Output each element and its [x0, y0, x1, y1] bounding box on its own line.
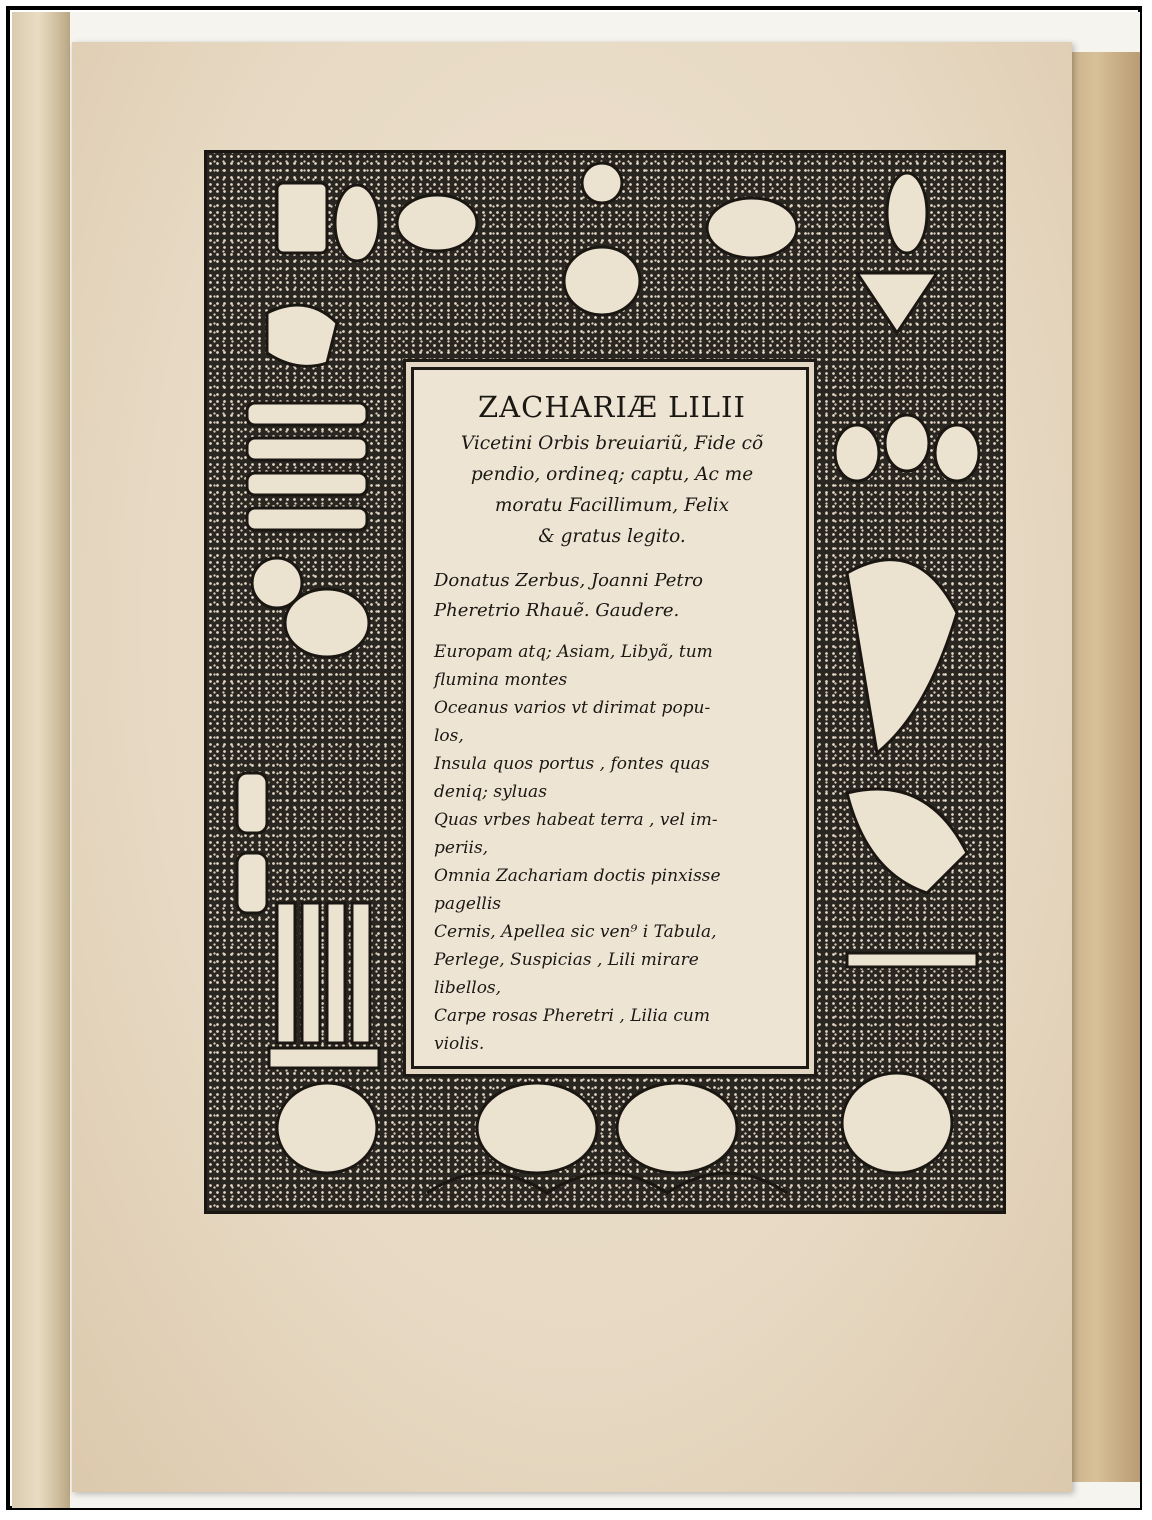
subtitle-line-1: Vicetini Orbis breuiariũ, Fide cõ — [460, 433, 764, 454]
pipe-ornament — [247, 403, 367, 425]
verse-line: Quas vrbes habeat terra , vel im- — [434, 810, 718, 830]
verse-line: deniq; syluas — [434, 782, 547, 802]
book-title: ZACHARIÆ LILII — [478, 390, 746, 424]
title-page — [72, 42, 1072, 1492]
jug-ornament — [267, 305, 337, 366]
figure-center-left — [477, 1083, 597, 1173]
organ-base — [269, 1048, 379, 1068]
verse-line: Oceanus varios vt dirimat popu- — [434, 698, 711, 718]
dedication — [434, 566, 796, 626]
verse — [434, 638, 796, 1058]
verse-line: Europam atq; Asiam, Libyã, tum — [434, 642, 713, 662]
verse-line: Perlege, Suspicias , Lili mirare — [434, 950, 699, 970]
verse-line: violis. — [434, 1034, 485, 1054]
subtitle-line-4: & gratus legito. — [538, 526, 686, 547]
title-text-panel — [411, 367, 809, 1069]
bell-ornament — [835, 425, 879, 481]
horn-ornament — [237, 773, 267, 833]
dedication-line-2: Pheretrio Rhauẽ. Gaudere. — [434, 600, 680, 621]
subtitle-line-2: pendio, ordineq; captu, Ac me — [470, 464, 754, 485]
acanthus-ornament — [427, 1173, 787, 1193]
verse-line: Insula quos portus , fontes quas — [434, 754, 710, 774]
figure-left-ornament — [277, 1083, 377, 1173]
figure-right-ornament — [842, 1073, 952, 1173]
verse-line: periis, — [434, 838, 489, 858]
dedication-line-1: Donatus Zerbus, Joanni Petro — [434, 570, 704, 591]
harp-ornament — [847, 560, 957, 753]
scroll-ornament-2 — [707, 198, 797, 258]
verse-line: Carpe rosas Pheretri , Lilia cum — [434, 1006, 710, 1026]
mask-ornament — [564, 247, 640, 315]
drum-ornament — [277, 183, 327, 253]
right-binding — [1066, 52, 1140, 1482]
bench-ornament — [847, 953, 977, 967]
scroll-ornament — [397, 195, 477, 251]
tambourine-ornament — [887, 173, 927, 253]
bagpipe-ornament — [252, 558, 302, 608]
organ-pipe — [277, 903, 295, 1043]
verse-line: Omnia Zachariam doctis pinxisse — [434, 866, 721, 886]
book-photo — [12, 12, 1140, 1508]
face-ornament — [582, 163, 622, 203]
verse-line: los, — [434, 726, 464, 746]
left-binding — [12, 12, 70, 1508]
verse-line: Cernis, Apellea sic ven⁹ i Tabula, — [434, 922, 717, 942]
verse-line: libellos, — [434, 978, 502, 998]
woodcut-border — [204, 150, 1006, 1214]
trumpet-ornament — [847, 789, 967, 893]
figure-center-right — [617, 1083, 737, 1173]
verse-line: pagellis — [434, 894, 501, 914]
verse-line: flumina montes — [434, 670, 568, 690]
tripod-ornament — [857, 273, 937, 333]
cymbal-ornament — [335, 185, 379, 261]
subtitle-line-3: moratu Facillimum, Felix — [494, 495, 730, 516]
